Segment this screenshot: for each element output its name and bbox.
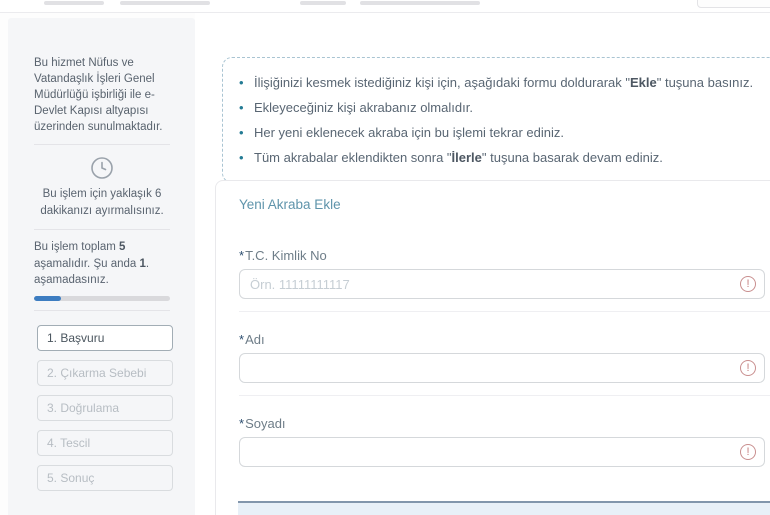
validation-error-icon: ! [740, 360, 756, 376]
instruction-item: • Tüm akrabalar eklendikten sonra "İlerle" tuşuna basarak devam ediniz. [239, 145, 770, 170]
main-content [195, 13, 770, 515]
field-group-soyadi [239, 395, 770, 467]
adi-input[interactable] [239, 353, 765, 383]
sidebar-divider [34, 310, 170, 311]
form-actions-panel-cutoff [238, 501, 770, 515]
form-title: Yeni Akraba Ekle [239, 197, 341, 212]
duration-note: Bu işlem için yaklaşık 6 dakikanızı ayırmalısınız. [40, 188, 164, 217]
instruction-item: • Her yeni eklenecek akraba için bu işlemi tekrar ediniz. [239, 120, 770, 145]
form-card [215, 180, 770, 515]
cropped-header-text [360, 1, 480, 5]
instructions-list [239, 70, 770, 170]
progress-bar-fill [34, 296, 61, 301]
bullet-icon: • [239, 100, 244, 115]
sidebar-divider [34, 144, 170, 145]
sidebar [8, 18, 195, 515]
step-list [34, 325, 170, 491]
instructions-box [222, 57, 770, 183]
clock-icon [90, 156, 114, 180]
progress-bar [34, 296, 170, 301]
field-group-adi [239, 311, 770, 383]
cropped-header-text [44, 1, 104, 5]
soyadi-input[interactable] [239, 437, 765, 467]
bullet-icon: • [239, 150, 244, 165]
cropped-header-text [120, 1, 210, 5]
step-item-sonu-[interactable]: 5. Sonuç [37, 465, 173, 491]
field-divider [239, 311, 770, 312]
bullet-icon: • [239, 125, 244, 140]
required-marker: * [239, 248, 245, 263]
bullet-icon: • [239, 75, 244, 90]
step-item-tescil[interactable]: 4. Tescil [37, 430, 173, 456]
field-label-tc-kimlik-no: *T.C. Kimlik No [239, 248, 327, 263]
field-label-soyadi: *Soyadı [239, 416, 286, 431]
input-wrap-soyadi [239, 437, 765, 467]
required-marker: * [239, 416, 245, 431]
cropped-header-text [300, 1, 346, 5]
validation-error-icon: ! [740, 276, 756, 292]
field-label-adi: *Adı [239, 332, 265, 347]
input-wrap-tc-kimlik-no [239, 269, 765, 299]
step-item--karma-sebebi[interactable]: 2. Çıkarma Sebebi [37, 360, 173, 386]
tc-kimlik-no-input[interactable] [239, 269, 765, 299]
input-wrap-adi [239, 353, 765, 383]
step-item-ba-vuru[interactable]: 1. Başvuru [37, 325, 173, 351]
instruction-item: • Ekleyeceğiniz kişi akrabanız olmalıdır. [239, 95, 770, 120]
step-item-do-rulama[interactable]: 3. Doğrulama [37, 395, 173, 421]
field-divider [239, 395, 770, 396]
header-action-button[interactable] [697, 0, 770, 8]
required-marker: * [239, 332, 245, 347]
service-info-text: Bu hizmet Nüfus ve Vatandaşlık İşleri Genel Müdürlüğü işbirliği ile e-Devlet Kapısı altyapısı üzerinden sunulmaktadır. [34, 57, 163, 133]
instruction-item: • İlişiğinizi kesmek istediğiniz kişi için, aşağıdaki formu doldurarak "Ekle" tuşuna basınız. [239, 70, 770, 95]
field-group-tc-kimlik-no [239, 248, 770, 299]
validation-error-icon: ! [740, 444, 756, 460]
sidebar-divider [34, 229, 170, 230]
page-header [0, 0, 770, 13]
form-fields [239, 248, 770, 467]
progress-note: Bu işlem toplam 5 aşamalıdır. Şu anda 1. aşamadasınız. [34, 241, 150, 286]
